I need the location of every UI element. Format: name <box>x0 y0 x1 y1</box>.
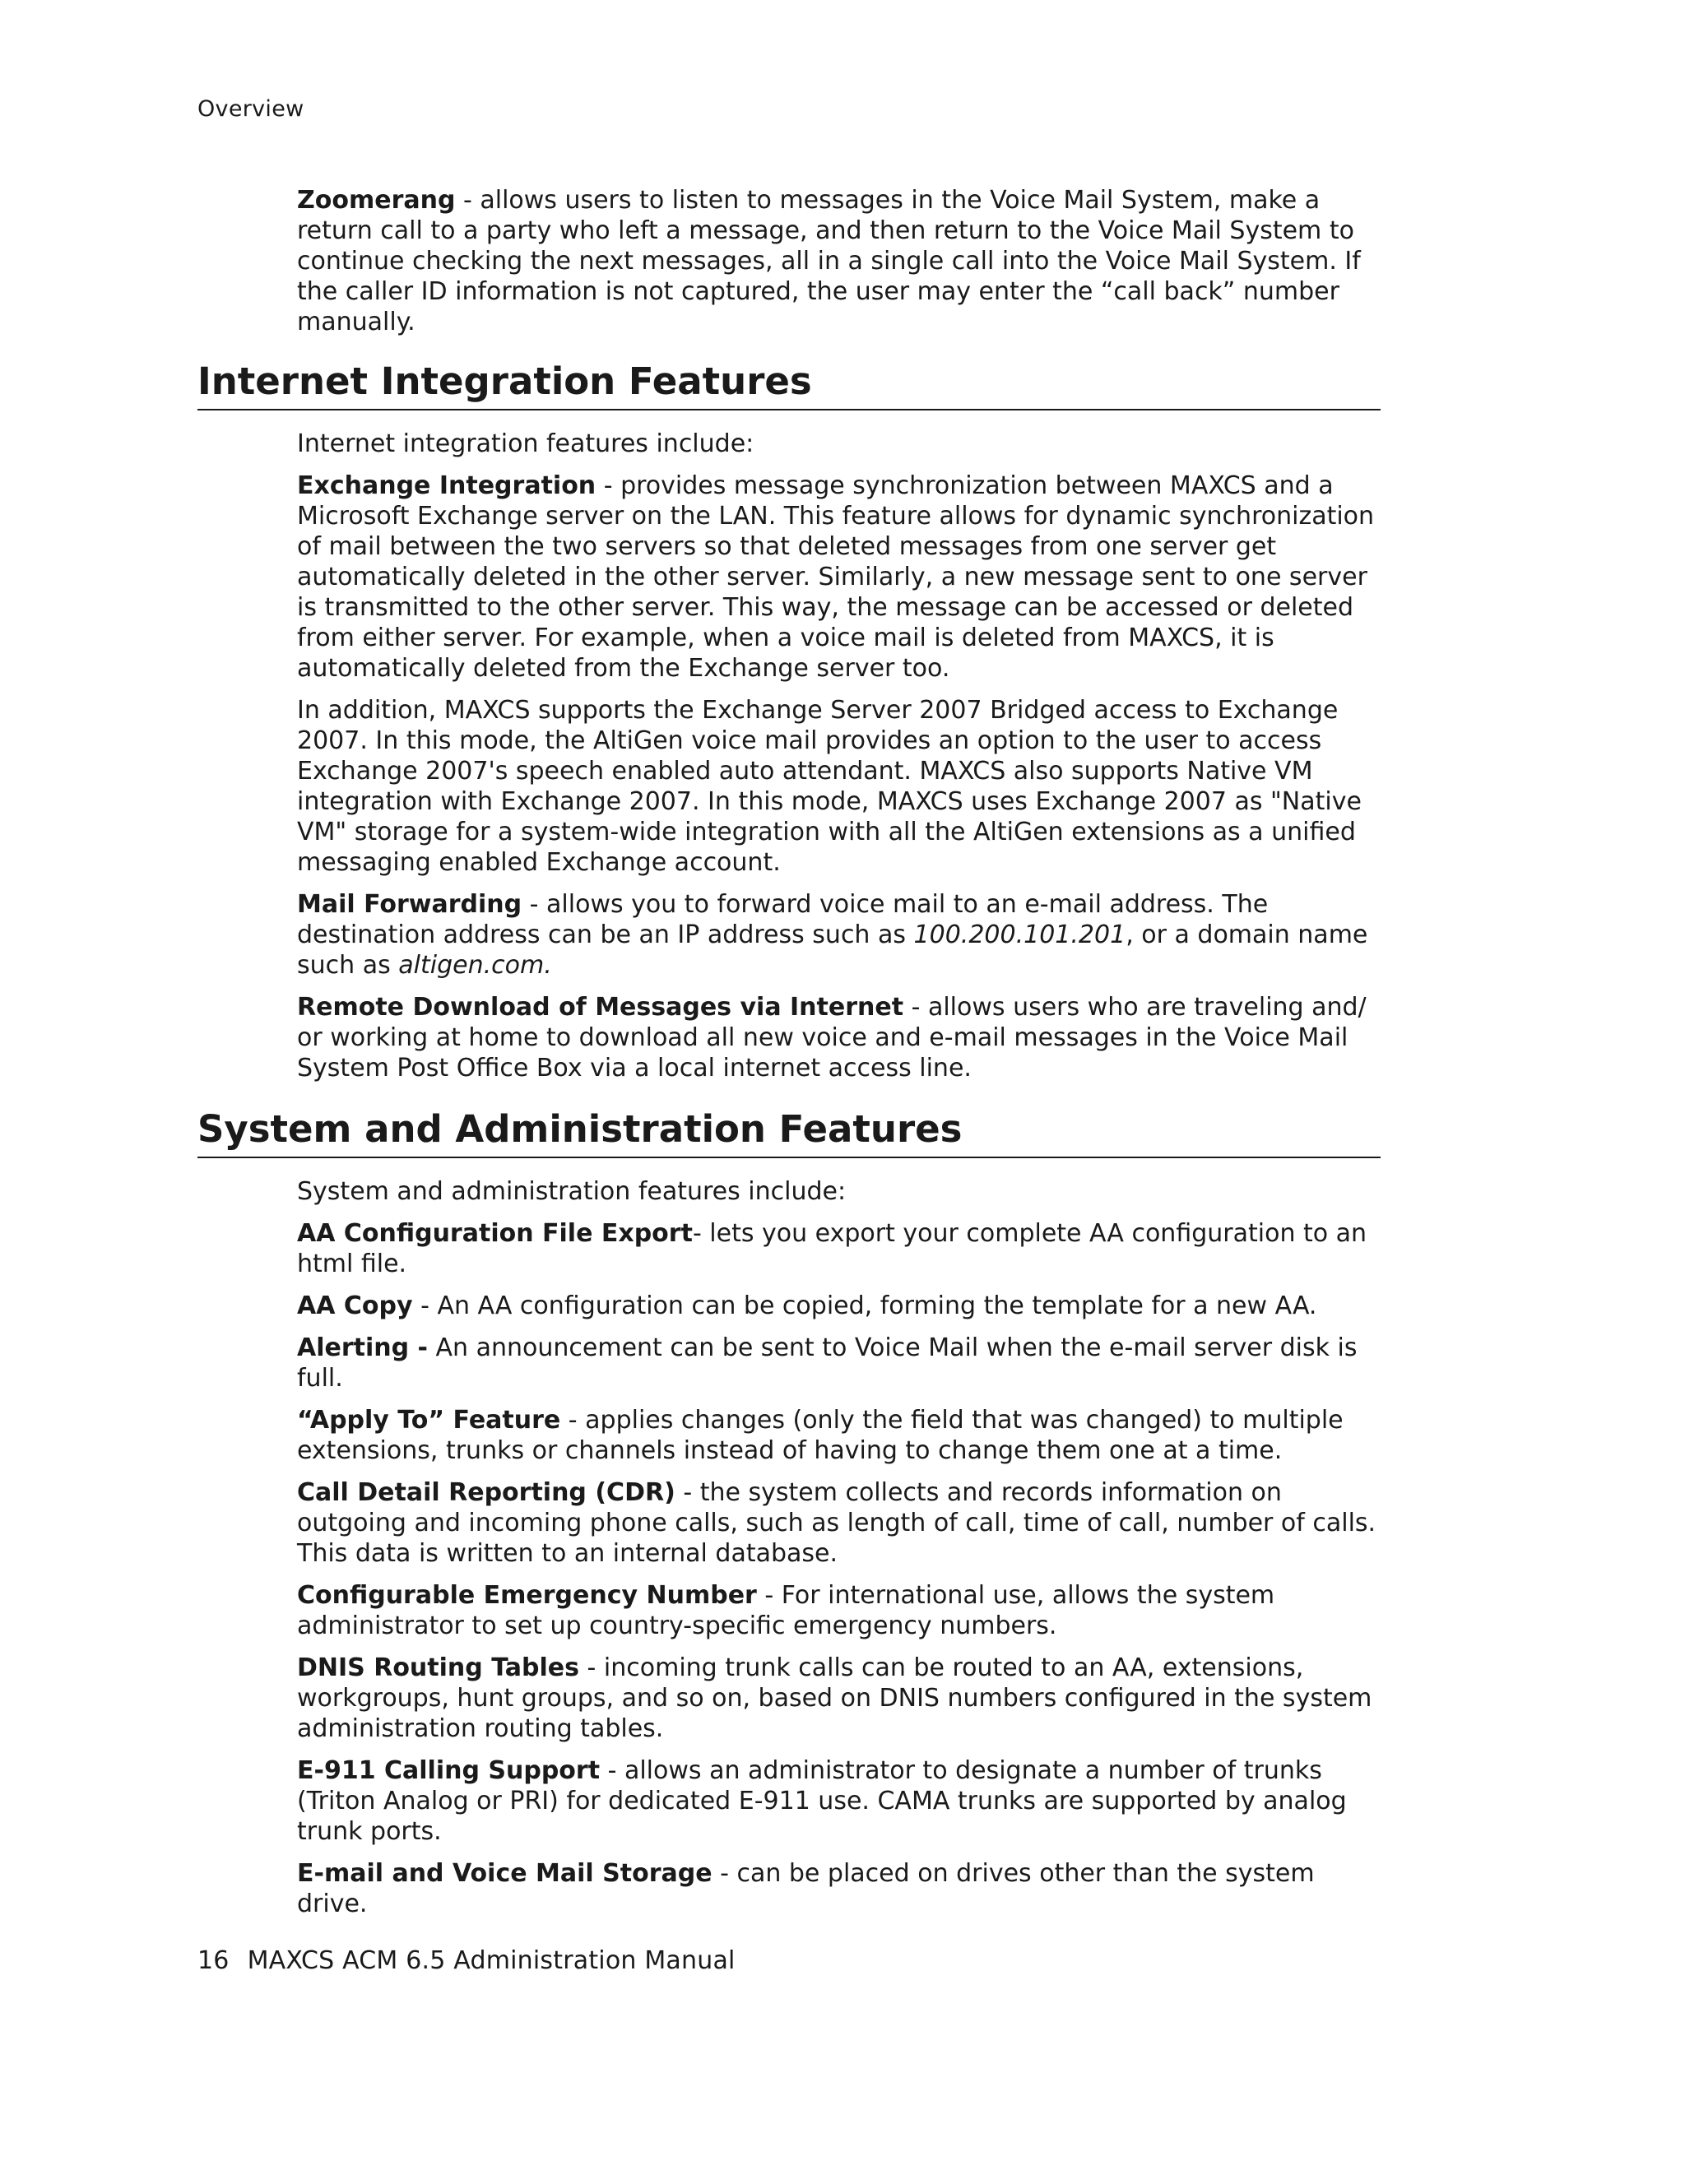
system-administration-heading: System and Administration Features <box>197 1106 1381 1158</box>
term: Mail Forwarding <box>297 890 522 919</box>
exchange-addition-paragraph: In addition, MAXCS supports the Exchange Server 2007 Bridged access to Exchange 2007. In this mode, the AltiGen voice mail provides an option to the user to access Exchange 2007's speech enabled auto attendant. MAXCS also supports Native VM integration with Exchange 2007. In this mode, MAXCS uses Exchange 2007 as "Native VM" storage for a system-wide integration with all the AltiGen extensions as a unified messaging enabled Exchange account. <box>297 696 1362 877</box>
page-number: 16 <box>197 1946 230 1975</box>
description: - the system collects and records information on outgoing and incoming phone calls, such as length of call, time of call, number of calls. This data is written to an internal database. <box>297 1478 1376 1568</box>
description: - allows an administrator to designate a number of trunks (Triton Analog or PRI) for dedicated E-911 use. CAMA trunks are supported by analog trunk ports. <box>297 1756 1347 1846</box>
term: Call Detail Reporting (CDR) <box>297 1478 675 1507</box>
description: - allows users to listen to messages in the Voice Mail System, make a return call to a party who left a message, and then return to the Voice Mail System to continue checking the next messages, all in a single call into the Voice Mail System. If the caller ID information is not captured, the user may enter the “call back” number manually. <box>297 186 1361 336</box>
description: An announcement can be sent to Voice Mail when the e-mail server disk is full. <box>297 1333 1358 1393</box>
feature-item <box>297 1858 1381 1919</box>
page-content <box>197 185 1381 1931</box>
term: Alerting - <box>297 1333 428 1362</box>
system-administration-section <box>297 1176 1381 1919</box>
term: Configurable Emergency Number <box>297 1581 757 1610</box>
term: Remote Download of Messages via Internet <box>297 993 904 1022</box>
description: - applies changes (only the field that was changed) to multiple extensions, trunks or channels instead of having to change them one at a time. <box>297 1406 1344 1465</box>
term: AA Copy <box>297 1291 413 1320</box>
feature-item <box>297 1477 1381 1569</box>
mail-forwarding-paragraph <box>297 889 1381 981</box>
internet-integration-section <box>297 429 1381 1083</box>
manual-title: MAXCS ACM 6.5 Administration Manual <box>247 1946 736 1975</box>
description: - For international use, allows the system administrator to set up country-specific emergency numbers. <box>297 1581 1275 1640</box>
page-footer <box>197 1946 736 1975</box>
zoomerang-paragraph <box>297 185 1381 337</box>
description: - lets you export your complete AA configuration to an html file. <box>297 1219 1367 1278</box>
term: AA Configuration File Export <box>297 1219 693 1248</box>
domain-example: altigen.com. <box>398 951 552 980</box>
term: Exchange Integration <box>297 471 596 500</box>
term: E-mail and Voice Mail Storage <box>297 1859 713 1888</box>
feature-item <box>297 1405 1381 1466</box>
section-lead: Internet integration features include: <box>297 429 754 458</box>
feature-item <box>297 1291 1381 1321</box>
term: “Apply To” Feature <box>297 1406 561 1435</box>
section-lead: System and administration features include: <box>297 1177 847 1206</box>
term: DNIS Routing Tables <box>297 1653 579 1682</box>
description: - An AA configuration can be copied, forming the template for a new AA. <box>412 1291 1317 1320</box>
description-cont: , or a domain name such as <box>297 920 1368 980</box>
running-head: Overview <box>197 96 304 122</box>
internet-integration-heading: Internet Integration Features <box>197 359 1381 410</box>
feature-item <box>297 1580 1381 1641</box>
term: Zoomerang <box>297 186 456 215</box>
description: - can be placed on drives other than the system drive. <box>297 1859 1315 1918</box>
feature-item <box>297 1755 1381 1847</box>
description: - provides message synchronization between MAXCS and a Microsoft Exchange server on the LAN. This feature allows for dynamic synchronization of mail between the two servers so that deleted messages from one server get automatically deleted in the other server. Similarly, a new message sent to one server is transmitted to the other server. This way, the message can be accessed or deleted from either server. For example, when a voice mail is deleted from MAXCS, it is automatically deleted from the Exchange server too. <box>297 471 1375 683</box>
feature-item <box>297 1653 1381 1744</box>
feature-item <box>297 1333 1381 1393</box>
ip-example: 100.200.101.201 <box>913 920 1126 949</box>
exchange-integration-paragraph <box>297 471 1381 684</box>
description: - allows you to forward voice mail to an e-mail address. The destination address can be an IP address such as <box>297 890 1269 949</box>
description: - allows users who are traveling and/ or working at home to download all new voice and e-mail messages in the Voice Mail System Post Office Box via a local internet access line. <box>297 993 1367 1083</box>
remote-download-paragraph <box>297 992 1381 1083</box>
feature-item <box>297 1218 1381 1279</box>
intro-section <box>297 185 1381 337</box>
description: - incoming trunk calls can be routed to an AA, extensions, workgroups, hunt groups, and so on, based on DNIS numbers configured in the system administration routing tables. <box>297 1653 1372 1743</box>
term: E-911 Calling Support <box>297 1756 601 1785</box>
